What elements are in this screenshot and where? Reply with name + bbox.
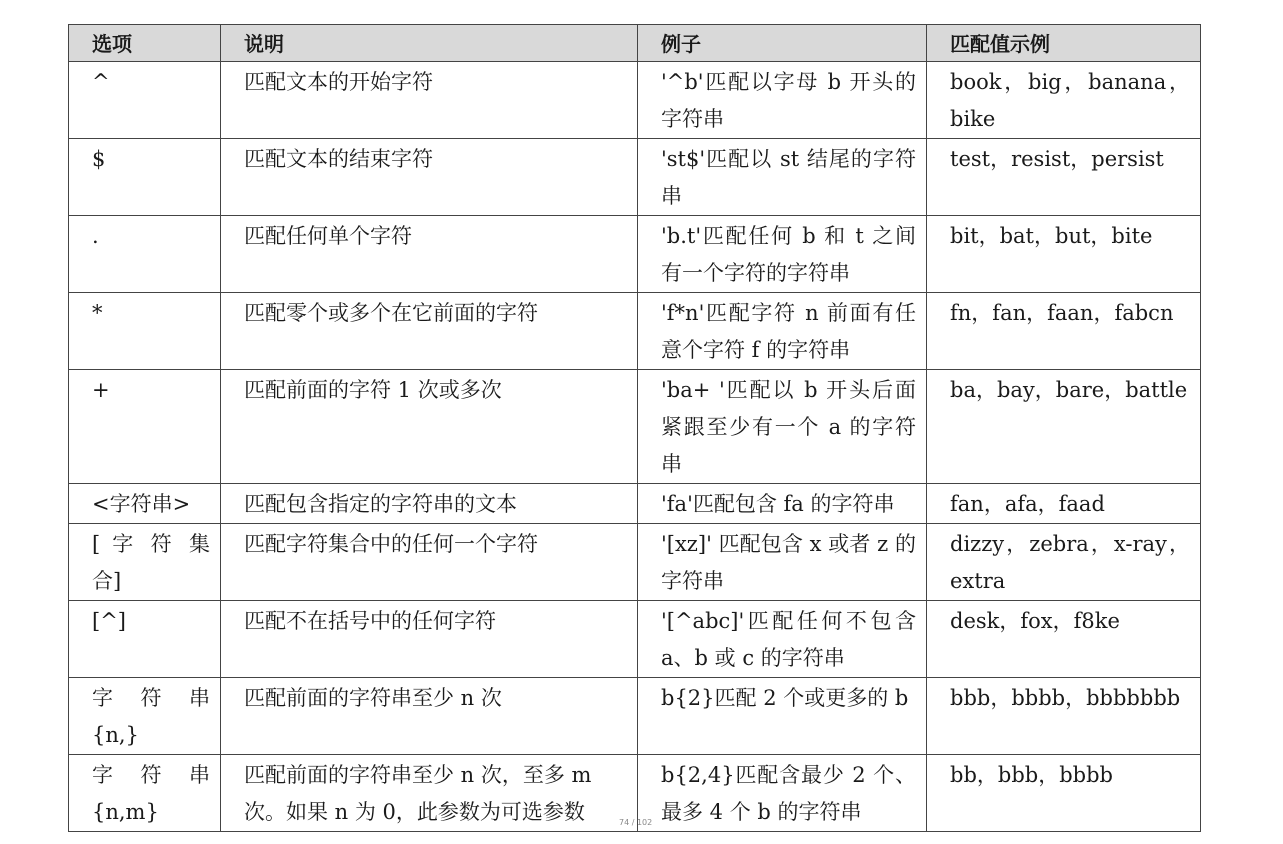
regex-options-table <box>68 24 1201 832</box>
cell-option: 字 符 串 {n,} <box>69 678 221 755</box>
header-description: 说明 <box>221 25 638 62</box>
cell-description: 匹配不在括号中的任何字符 <box>221 601 638 678</box>
cell-option: * <box>69 293 221 370</box>
cell-description: 匹配包含指定的字符串的文本 <box>221 484 638 524</box>
cell-match-examples: book，big，banana，bike <box>927 62 1201 139</box>
cell-match-examples: dizzy，zebra，x-ray，extra <box>927 524 1201 601</box>
cell-match-examples: bit，bat，but，bite <box>927 216 1201 293</box>
cell-example: 'ba+ '匹配以 b 开头后面紧跟至少有一个 a 的字符串 <box>638 370 927 484</box>
cell-match-examples: fn，fan，faan，fabcn <box>927 293 1201 370</box>
table-row <box>69 678 1201 755</box>
cell-description: 匹配前面的字符 1 次或多次 <box>221 370 638 484</box>
cell-description: 匹配文本的开始字符 <box>221 62 638 139</box>
cell-example: '^b'匹配以字母 b 开头的字符串 <box>638 62 927 139</box>
cell-example: b{2,4}匹配含最少 2 个、最多 4 个 b 的字符串 <box>638 755 927 832</box>
header-match-examples: 匹配值示例 <box>927 25 1201 62</box>
table-row <box>69 293 1201 370</box>
table-row <box>69 370 1201 484</box>
cell-example: b{2}匹配 2 个或更多的 b <box>638 678 927 755</box>
cell-example: 'f*n'匹配字符 n 前面有任意个字符 f 的字符串 <box>638 293 927 370</box>
cell-option: . <box>69 216 221 293</box>
cell-example: 'b.t'匹配任何 b 和 t 之间有一个字符的字符串 <box>638 216 927 293</box>
cell-example: '[xz]' 匹配包含 x 或者 z 的字符串 <box>638 524 927 601</box>
cell-option: [ 字 符 集 合] <box>69 524 221 601</box>
table-row <box>69 139 1201 216</box>
cell-example: 'st$'匹配以 st 结尾的字符串 <box>638 139 927 216</box>
cell-match-examples: desk，fox，f8ke <box>927 601 1201 678</box>
table-row <box>69 62 1201 139</box>
cell-example: '[^abc]'匹配任何不包含 a、b 或 c 的字符串 <box>638 601 927 678</box>
cell-description: 匹配文本的结束字符 <box>221 139 638 216</box>
table-header-row <box>69 25 1201 62</box>
cell-description: 匹配前面的字符串至少 n 次，至多 m 次。如果 n 为 0，此参数为可选参数 <box>221 755 638 832</box>
cell-example: 'fa'匹配包含 fa 的字符串 <box>638 484 927 524</box>
cell-match-examples: fan，afa，faad <box>927 484 1201 524</box>
header-option: 选项 <box>69 25 221 62</box>
header-example: 例子 <box>638 25 927 62</box>
cell-option: + <box>69 370 221 484</box>
cell-description: 匹配任何单个字符 <box>221 216 638 293</box>
cell-option: [^] <box>69 601 221 678</box>
cell-description: 匹配前面的字符串至少 n 次 <box>221 678 638 755</box>
table-row <box>69 484 1201 524</box>
cell-match-examples: bbb，bbbb，bbbbbbb <box>927 678 1201 755</box>
table-row <box>69 601 1201 678</box>
cell-option: <字符串> <box>69 484 221 524</box>
page-number: 74 / 102 <box>619 818 653 827</box>
cell-match-examples: test，resist，persist <box>927 139 1201 216</box>
cell-description: 匹配字符集合中的任何一个字符 <box>221 524 638 601</box>
cell-option: 字 符 串 {n,m} <box>69 755 221 832</box>
cell-option: ^ <box>69 62 221 139</box>
table-row <box>69 216 1201 293</box>
cell-description: 匹配零个或多个在它前面的字符 <box>221 293 638 370</box>
cell-match-examples: bb，bbb，bbbb <box>927 755 1201 832</box>
table-row <box>69 524 1201 601</box>
cell-option: $ <box>69 139 221 216</box>
cell-match-examples: ba，bay，bare，battle <box>927 370 1201 484</box>
